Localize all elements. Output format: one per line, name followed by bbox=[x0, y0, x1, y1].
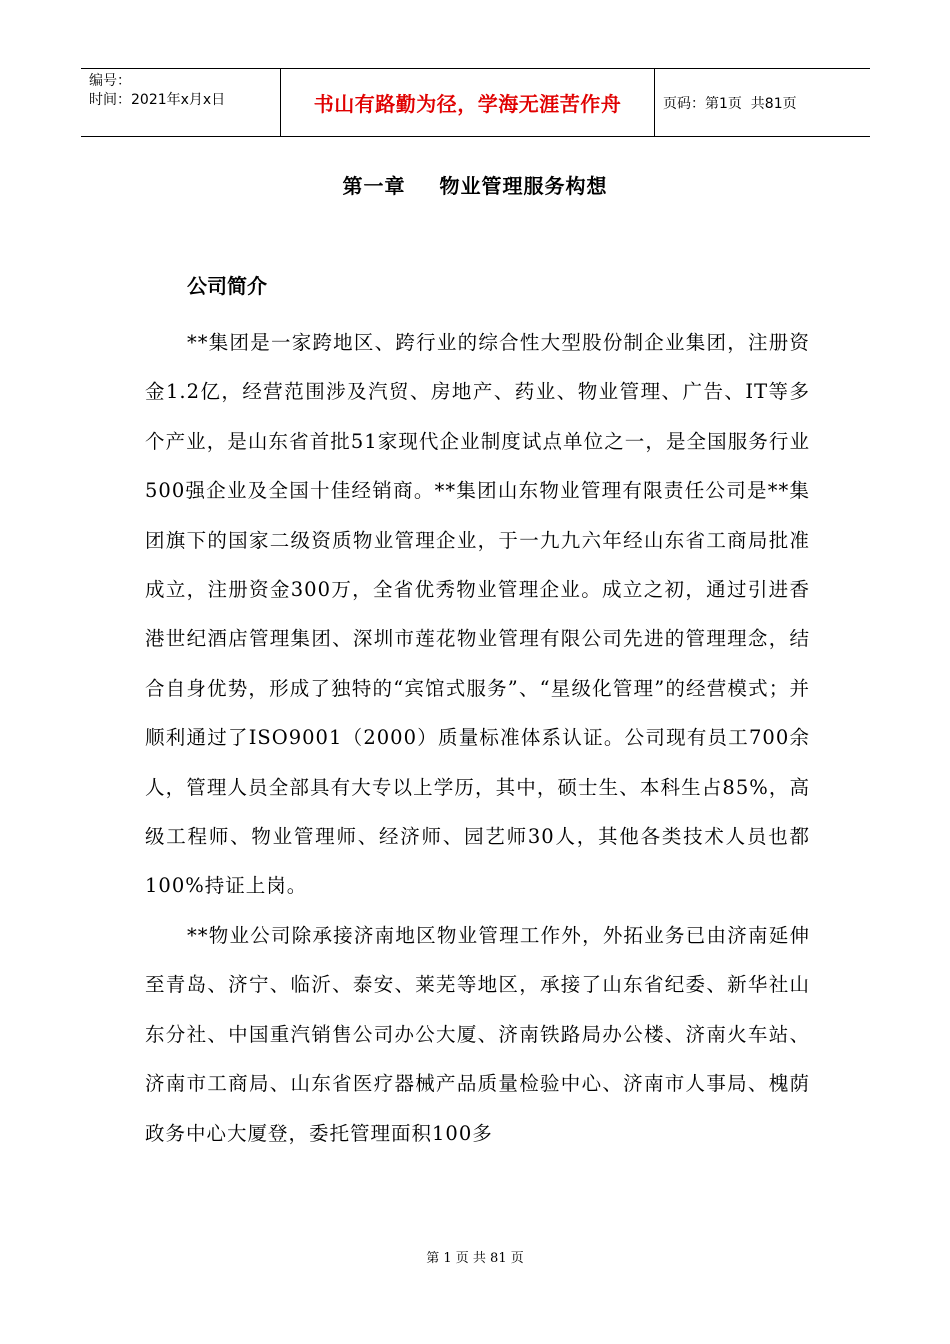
header-page-label: 页码：第1页 共81页 bbox=[663, 95, 797, 112]
paragraph: **物业公司除承接济南地区物业管理工作外，外拓业务已由济南延伸至青岛、济宁、临沂、泰安、莱芜等地区，承接了山东省纪委、新华社山东分社、中国重汽销售公司办公大厦、济南铁路局办公楼、济南火车站、济南市工商局、山东省医疗器械产品质量检验中心、济南市人事局、槐荫政务中心大厦登，委托管理面积100多 bbox=[145, 923, 810, 1145]
body-text bbox=[145, 318, 810, 1158]
paragraph: **集团是一家跨地区、跨行业的综合性大型股份制企业集团，注册资金1.2亿，经营范围涉及汽贸、房地产、药业、物业管理、广告、IT等多个产业，是山东省首批51家现代企业制度试点单位之一，是全国服务行业500强企业及全国十佳经销商。**集团山东物业管理有限责任公司是**集团旗下的国家二级资质物业管理企业，于一九九六年经山东省工商局批准成立，注册资金300万，全省优秀物业管理企业。成立之初，通过引进香港世纪酒店管理集团、深圳市莲花物业管理有限公司先进的管理理念，结合自身优势，形成了独特的“宾馆式服务”、“星级化管理”的经营模式；并顺利通过了ISO9001（2000）质量标准体系认证。公司现有员工700余人，管理人员全部具有大专以上学历，其中，硕士生、本科生占85%，高级工程师、物业管理师、经济师、园艺师30人，其他各类技术人员也都100%持证上岗。 bbox=[145, 331, 810, 898]
section-heading: 公司简介 bbox=[187, 274, 267, 298]
footer-page-number: 第 1 页 共 81 页 bbox=[426, 1251, 524, 1266]
document-number-label: 编号： bbox=[89, 73, 131, 89]
header-meta-cell bbox=[81, 69, 281, 136]
chapter-title bbox=[0, 170, 950, 199]
page-header bbox=[81, 68, 870, 137]
header-page-cell bbox=[655, 69, 870, 136]
chapter-name: 物业管理服务构想 bbox=[439, 174, 608, 198]
chapter-number: 第一章 bbox=[342, 174, 406, 198]
page-footer bbox=[0, 1247, 950, 1266]
document-date-label: 时间：2021年x月x日 bbox=[89, 92, 226, 108]
header-motto: 书山有路勤为径，学海无涯苦作舟 bbox=[281, 69, 655, 136]
